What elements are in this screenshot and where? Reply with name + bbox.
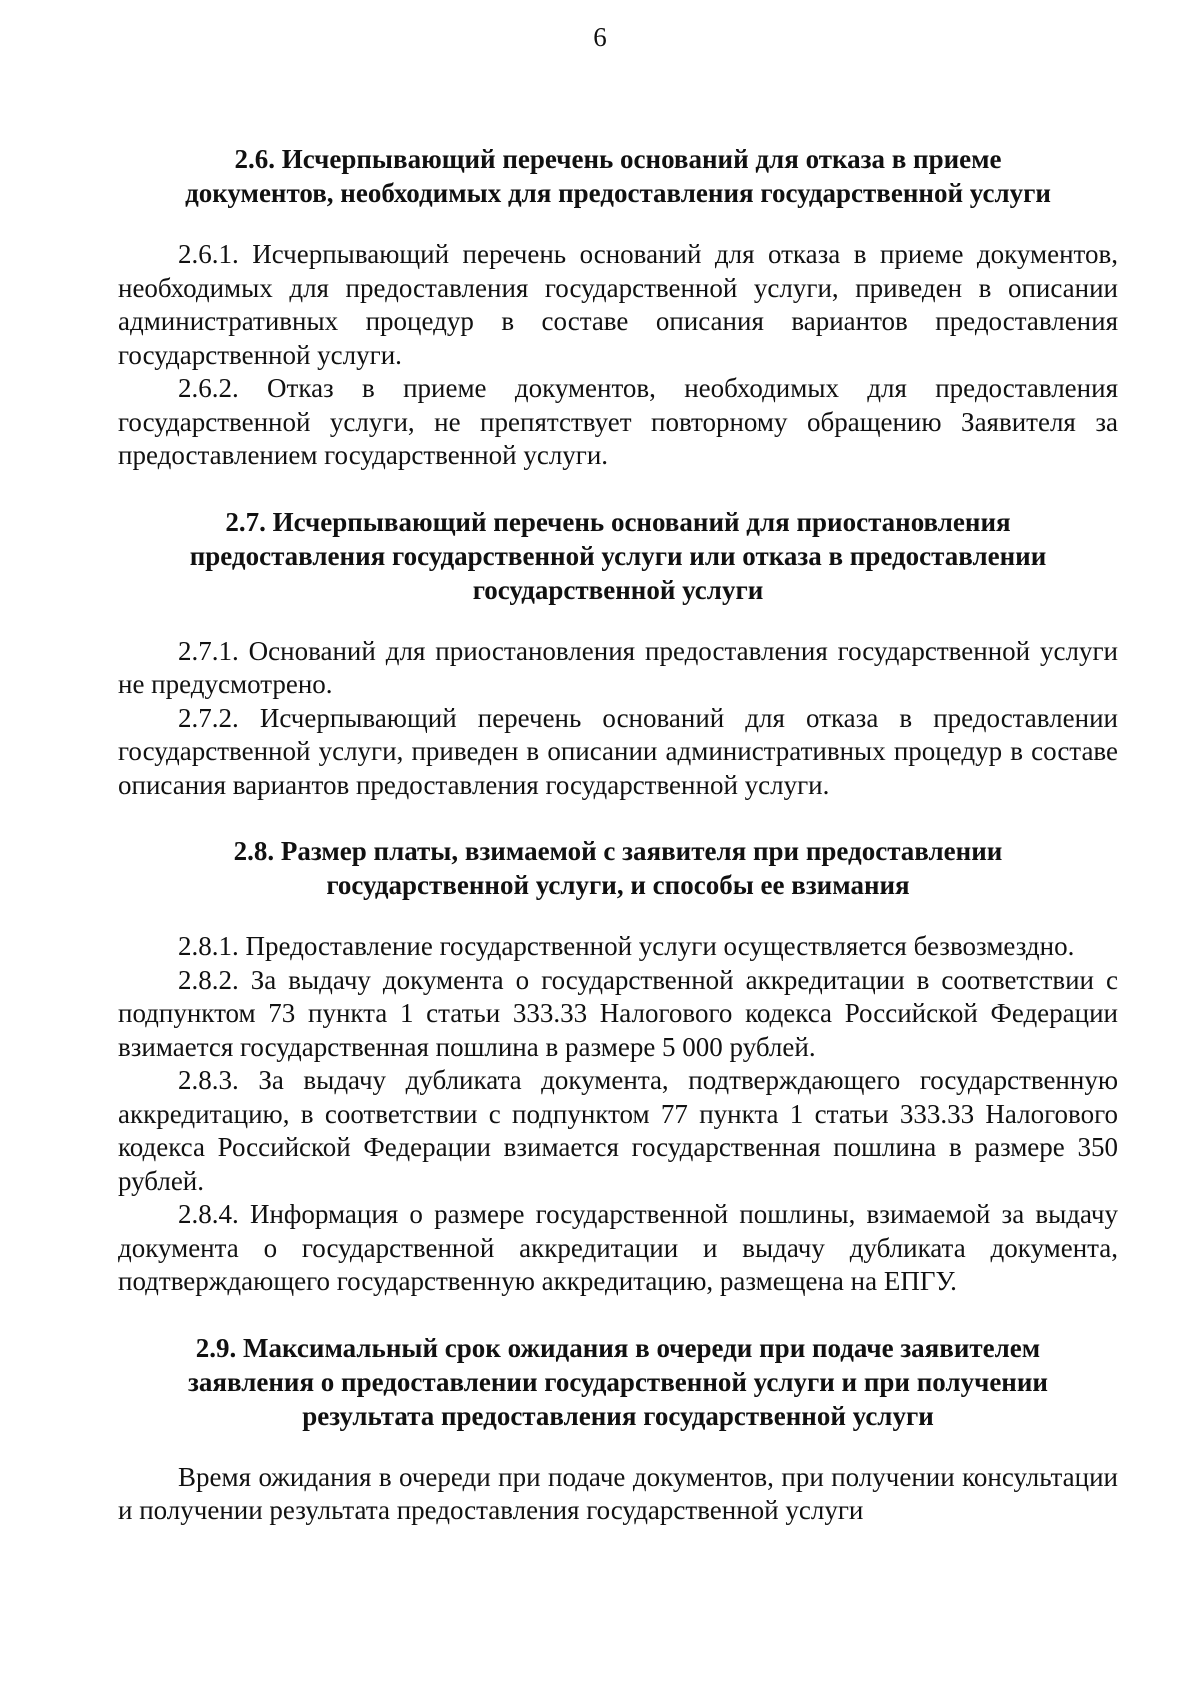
paragraph: 2.6.2. Отказ в приеме документов, необходимых для предоставления государственной услуги, не препятствует повторному обращению Заявителя за предоставлением государственной услуги.: [118, 373, 1118, 470]
section-2-6: [118, 142, 1118, 473]
page-number: 6: [593, 22, 607, 52]
section-heading: 2.8. Размер платы, взимаемой с заявителя при предоставлении государственной услуги, и способы ее взимания: [233, 836, 1003, 900]
paragraph: 2.8.3. За выдачу дубликата документа, подтверждающего государственную аккредитацию, в соответствии с подпунктом 77 пункта 1 статьи 333.33 Налогового кодекса Российской Федерации взимается государственная пошлина в размере 350 рублей.: [118, 1065, 1118, 1196]
section-2-8: [118, 834, 1118, 1299]
section-2-7: [118, 505, 1118, 803]
section-heading: 2.6. Исчерпывающий перечень оснований для отказа в приеме документов, необходимых для предоставления государственной услуги: [185, 144, 1051, 208]
section-heading: 2.9. Максимальный срок ожидания в очереди при подаче заявителем заявления о предоставлении государственной услуги и при получении результата предоставления государственной услуги: [188, 1332, 1048, 1431]
paragraph: 2.6.1. Исчерпывающий перечень оснований для отказа в приеме документов, необходимых для предоставления государственной услуги, приведен в описании административных процедур в составе описания вариантов предоставления государственной услуги.: [118, 239, 1118, 370]
paragraph: 2.7.1. Оснований для приостановления предоставления государственной услуги не предусмотрено.: [118, 635, 1118, 699]
paragraph: 2.8.4. Информация о размере государственной пошлины, взимаемой за выдачу документа о государственной аккредитации и выдачу дубликата документа, подтверждающего государственную аккредитацию, размещена на ЕПГУ.: [118, 1199, 1118, 1296]
section-heading: 2.7. Исчерпывающий перечень оснований для приостановления предоставления государственной услуги или отказа в предоставлении государственной услуги: [189, 506, 1047, 605]
paragraph: 2.8.1. Предоставление государственной услуги осуществляется безвозмездно.: [178, 931, 1075, 961]
paragraph: 2.8.2. За выдачу документа о государственной аккредитации в соответствии с подпунктом 73 пункта 1 статьи 333.33 Налогового кодекса Российской Федерации взимается государственная пошлина в размере 5 000 рублей.: [118, 964, 1118, 1062]
document-body: [118, 142, 1118, 1528]
section-2-9: [118, 1331, 1118, 1528]
paragraph: 2.7.2. Исчерпывающий перечень оснований для отказа в предоставлении государственной услуги, приведен в описании административных процедур в составе описания вариантов предоставления государственной услуги.: [118, 702, 1118, 800]
paragraph: Время ожидания в очереди при подаче документов, при получении консультации и получении результата предоставления государственной услуги: [118, 1461, 1118, 1525]
